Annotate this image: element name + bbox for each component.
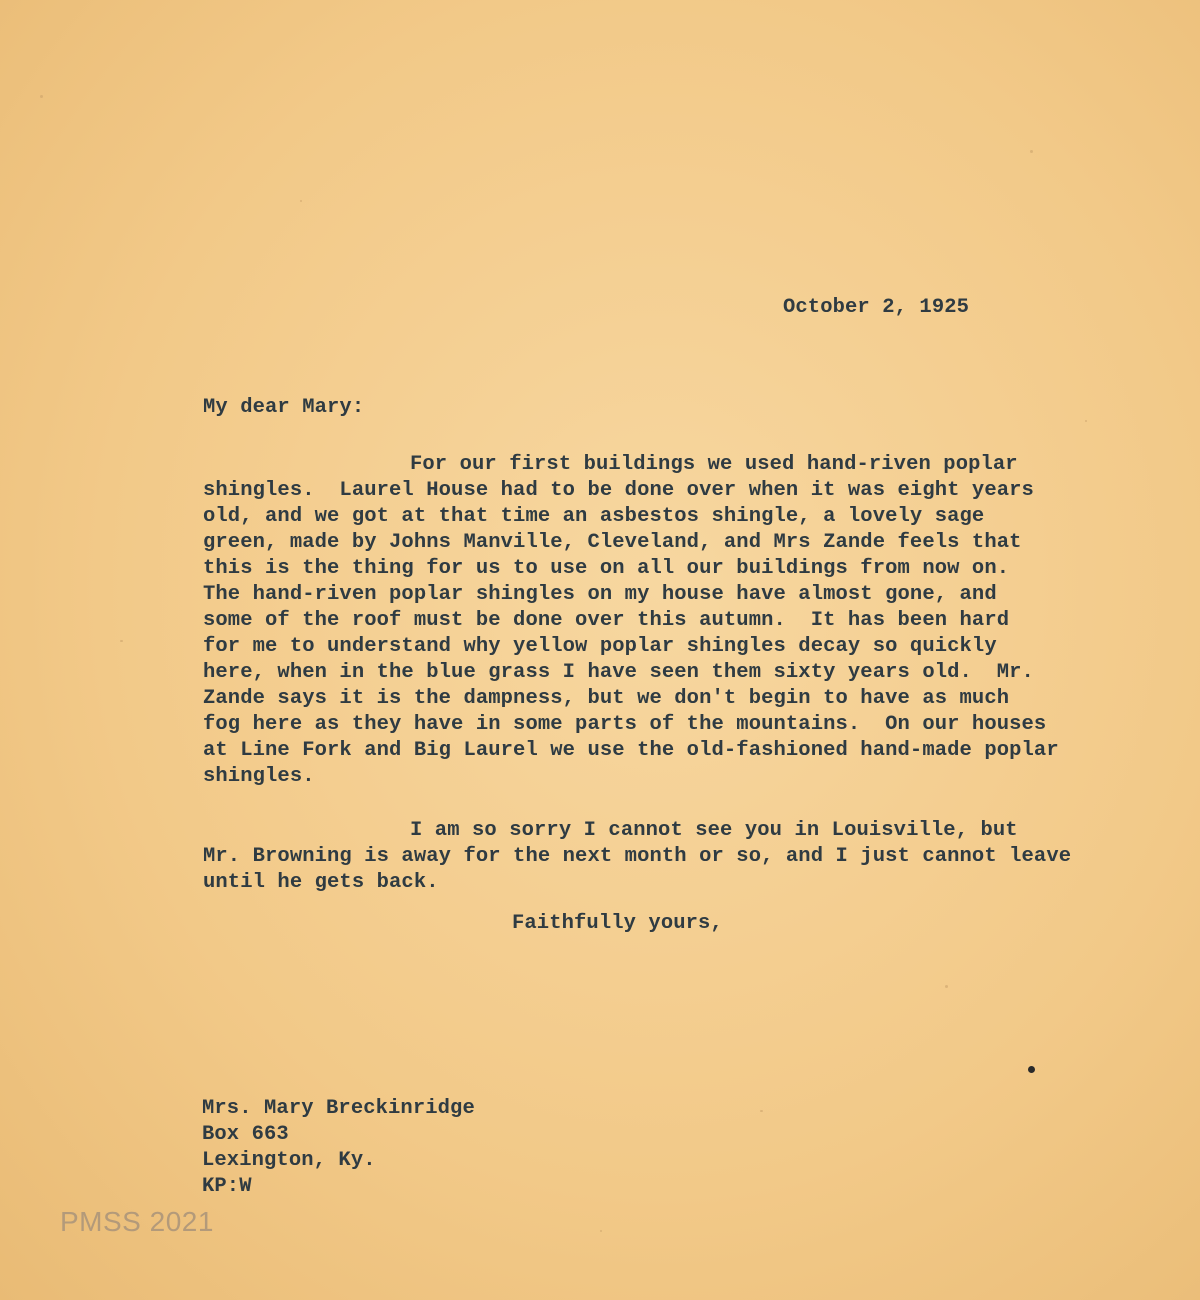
salutation: My dear Mary: xyxy=(203,396,365,419)
address-city: Lexington, Ky. xyxy=(202,1149,376,1172)
body-line: Mr. Browning is away for the next month or so, and I just cannot leave xyxy=(203,845,1072,868)
paper-speck xyxy=(945,985,948,988)
paper-speck xyxy=(120,640,123,642)
paper-speck xyxy=(600,1230,602,1232)
archive-watermark: PMSS 2021 xyxy=(60,1206,214,1237)
body-line: shingles. Laurel House had to be done over when it was eight years xyxy=(203,479,1034,502)
body-line: for me to understand why yellow poplar shingles decay so quickly xyxy=(203,635,997,658)
paper-speck xyxy=(1085,420,1087,422)
body-line: green, made by Johns Manville, Cleveland, and Mrs Zande feels that xyxy=(203,531,1022,554)
body-line: this is the thing for us to use on all our buildings from now on. xyxy=(203,557,1010,580)
paper-speck xyxy=(760,1110,763,1112)
address-name: Mrs. Mary Breckinridge xyxy=(202,1097,475,1120)
body-line: fog here as they have in some parts of the mountains. On our houses xyxy=(203,713,1047,736)
typist-initials: KP:W xyxy=(202,1175,252,1198)
body-line: shingles. xyxy=(203,765,315,788)
body-line: here, when in the blue grass I have seen them sixty years old. Mr. xyxy=(203,661,1034,684)
closing: Faithfully yours, xyxy=(512,912,723,935)
body-line: Zande says it is the dampness, but we don't begin to have as much xyxy=(203,687,1010,710)
body-line: some of the roof must be done over this autumn. It has been hard xyxy=(203,609,1010,632)
body-line: The hand-riven poplar shingles on my house have almost gone, and xyxy=(203,583,997,606)
paper-speck xyxy=(40,95,43,98)
body-line: at Line Fork and Big Laurel we use the old-fashioned hand-made poplar xyxy=(203,739,1059,762)
ink-dot xyxy=(1028,1066,1035,1073)
paper-speck xyxy=(300,200,302,202)
body-line: old, and we got at that time an asbestos shingle, a lovely sage xyxy=(203,505,985,528)
address-box: Box 663 xyxy=(202,1123,289,1146)
body-line: For our first buildings we used hand-riven poplar xyxy=(410,453,1018,476)
letter-date: October 2, 1925 xyxy=(783,296,970,319)
body-line: until he gets back. xyxy=(203,871,439,894)
paper-speck xyxy=(1030,150,1033,153)
body-line: I am so sorry I cannot see you in Louisville, but xyxy=(410,819,1018,842)
